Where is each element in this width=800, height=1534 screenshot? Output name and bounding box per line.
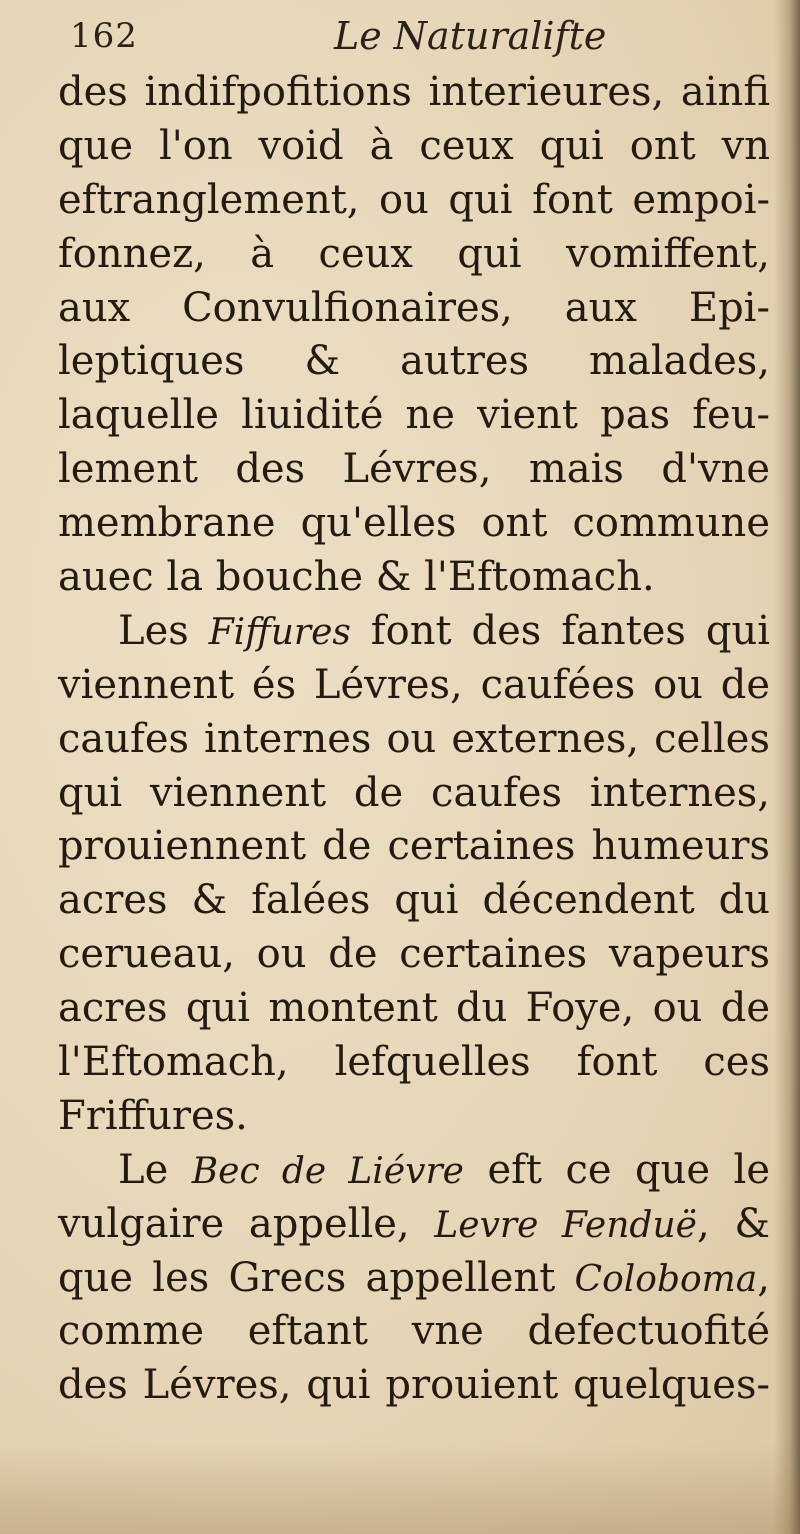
- running-title: Le Naturalifte: [334, 14, 607, 58]
- text-segment: Le: [118, 1146, 192, 1193]
- text-line: [58, 1090, 770, 1144]
- text-line: [58, 174, 770, 228]
- text-line: [58, 767, 770, 821]
- text-segment: des indifpofitions interieures, ainfi: [58, 69, 770, 115]
- text-segment: fonnez, à ceux qui vomiffent,: [58, 230, 770, 277]
- text-segment: eft ce que le: [463, 1146, 771, 1193]
- text-line: [58, 605, 770, 659]
- text-line: [58, 820, 770, 874]
- text-line: [58, 120, 770, 174]
- text-segment: viennent és Lévres, caufées ou de: [58, 661, 770, 708]
- text-line: [58, 1036, 770, 1090]
- text-segment: membrane qu'elles ont commune: [58, 500, 770, 547]
- text-segment: vulgaire appelle,: [58, 1200, 435, 1247]
- text-line: [58, 228, 770, 282]
- text-segment: que l'on void à ceux qui ont vn: [58, 122, 770, 169]
- text-line: [58, 1305, 770, 1359]
- text-segment: comme eftant vne defectuofité: [58, 1308, 770, 1355]
- text-line: [58, 551, 770, 605]
- text-segment: lement des Lévres, mais d'vne: [58, 446, 770, 493]
- italic-term: Coloboma: [574, 1258, 758, 1300]
- text-line: [58, 389, 770, 443]
- text-segment: aux Convulfionaires, aux Epi-: [58, 284, 770, 331]
- text-segment: caufes internes ou externes, celles: [58, 715, 770, 762]
- text-segment: Friffures.: [58, 1092, 248, 1139]
- text-line: [58, 66, 770, 120]
- italic-term: Fiffures: [208, 611, 351, 653]
- text-segment: font des fantes qui: [350, 607, 770, 654]
- text-segment: Les: [118, 607, 209, 654]
- text-line: [58, 982, 770, 1036]
- text-line: [58, 1144, 770, 1198]
- text-segment: leptiques & autres malades,: [58, 338, 770, 385]
- text-line: [58, 659, 770, 713]
- text-line: [58, 282, 770, 336]
- text-line: [58, 1359, 770, 1413]
- page-bottom-shade: [0, 1444, 800, 1534]
- text-segment: acres qui montent du Foye, ou de: [58, 985, 770, 1032]
- text-segment: ,: [757, 1254, 770, 1301]
- text-line: [58, 1252, 770, 1306]
- text-line: [58, 928, 770, 982]
- text-line: [58, 874, 770, 928]
- text-line: [58, 1198, 770, 1252]
- text-line: [58, 335, 770, 389]
- text-segment: auec la bouche & l'Eftomach.: [58, 554, 655, 601]
- text-line: [58, 497, 770, 551]
- text-segment: cerueau, ou de certaines vapeurs: [58, 931, 770, 978]
- text-segment: laquelle liuidité ne vient pas feu-: [58, 392, 770, 439]
- text-segment: eftranglement, ou qui font empoi-: [58, 176, 770, 223]
- italic-term: Levre Fenduë: [434, 1204, 697, 1246]
- text-line: [58, 443, 770, 497]
- text-segment: qui viennent de caufes internes,: [58, 769, 770, 816]
- page-number: 162: [70, 16, 138, 56]
- spine-shadow: [774, 0, 800, 1534]
- text-segment: prouiennent de certaines humeurs: [58, 823, 770, 870]
- text-segment: l'Eftomach, lefquelles font ces: [58, 1039, 770, 1086]
- text-segment: que les Grecs appellent: [58, 1254, 575, 1301]
- page-header: [70, 12, 770, 72]
- text-segment: acres & falées qui décendent du: [58, 877, 770, 924]
- text-segment: des Lévres, qui prouient quelques-: [58, 1362, 770, 1409]
- italic-term: Bec de Liévre: [191, 1150, 464, 1192]
- body-text: [58, 66, 770, 1413]
- text-segment: , &: [696, 1200, 770, 1247]
- text-line: [58, 713, 770, 767]
